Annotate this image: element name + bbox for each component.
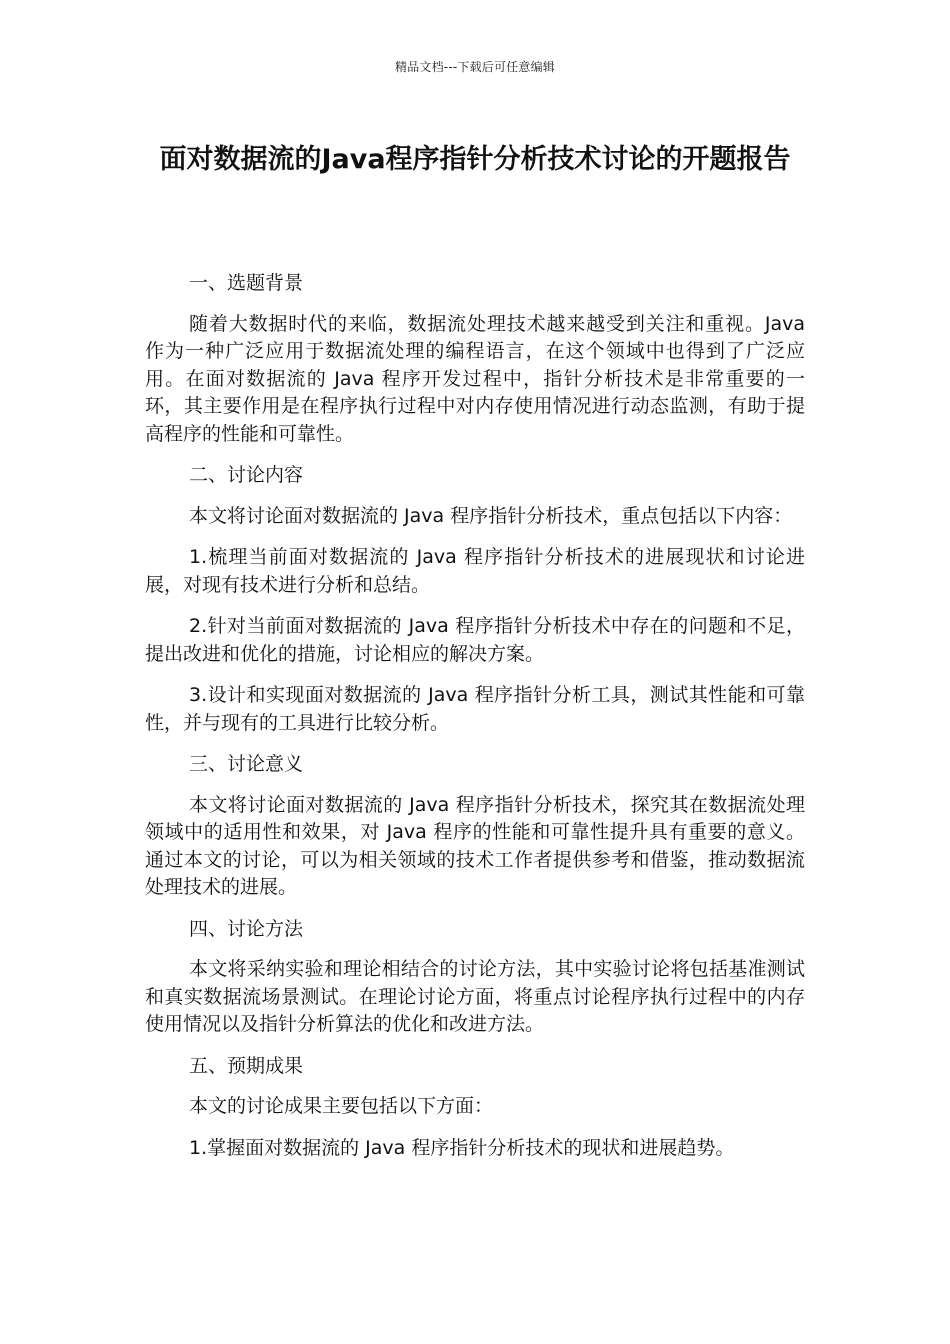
section-heading-significance: 三、讨论意义 (189, 753, 304, 775)
section-heading-outcomes: 五、预期成果 (189, 1054, 304, 1077)
list-item-content-3: 3.设计和实现面对数据流的 Java 程序指针分析工具，测试其性能和可靠性，并与现有的工具进行比较分析。 (145, 684, 805, 734)
section-heading-content: 二、讨论内容 (189, 464, 304, 486)
section-heading-method: 四、讨论方法 (189, 917, 304, 940)
header-note: 精品文档---下载后可任意编辑 (395, 60, 555, 74)
document-body (145, 270, 805, 1176)
paragraph-content-intro: 本文将讨论面对数据流的 Java 程序指针分析技术，重点包括以下内容： (189, 504, 793, 527)
paragraph-method: 本文将采纳实验和理论相结合的讨论方法，其中实验讨论将包括基准测试和真实数据流场景测试。在理论讨论方面，将重点讨论程序执行过程中的内存使用情况以及指针分析算法的优化和改进方法。 (145, 958, 805, 1035)
paragraph-background: 随着大数据时代的来临，数据流处理技术越来越受到关注和重视。Java 作为一种广泛应用于数据流处理的编程语言，在这个领域中也得到了广泛应用。在面对数据流的 Java 程序开发过程中，指针分析技术是非常重要的一环，其主要作用是在程序执行过程中对内存使用情况进行动态监测，有助于提高程序的性能和可靠性。 (145, 312, 805, 445)
list-item-content-2: 2.针对当前面对数据流的 Java 程序指针分析技术中存在的问题和不足，提出改进和优化的措施，讨论相应的解决方案。 (145, 615, 805, 665)
paragraph-significance: 本文将讨论面对数据流的 Java 程序指针分析技术，探究其在数据流处理领域中的适用性和效果，对 Java 程序的性能和可靠性提升具有重要的意义。通过本文的讨论，可以为相关领域的技术工作者提供参考和借鉴，推动数据流处理技术的进展。 (145, 793, 805, 898)
document-title: 面对数据流的Java程序指针分析技术讨论的开题报告 (159, 144, 791, 175)
paragraph-outcomes-intro: 本文的讨论成果主要包括以下方面： (189, 1095, 494, 1117)
list-item-outcomes-1: 1.掌握面对数据流的 Java 程序指针分析技术的现状和进展趋势。 (189, 1136, 735, 1159)
list-item-content-1: 1.梳理当前面对数据流的 Java 程序指针分析技术的进展现状和讨论进展，对现有技术进行分析和总结。 (145, 546, 805, 596)
section-heading-background: 一、选题背景 (189, 272, 304, 294)
